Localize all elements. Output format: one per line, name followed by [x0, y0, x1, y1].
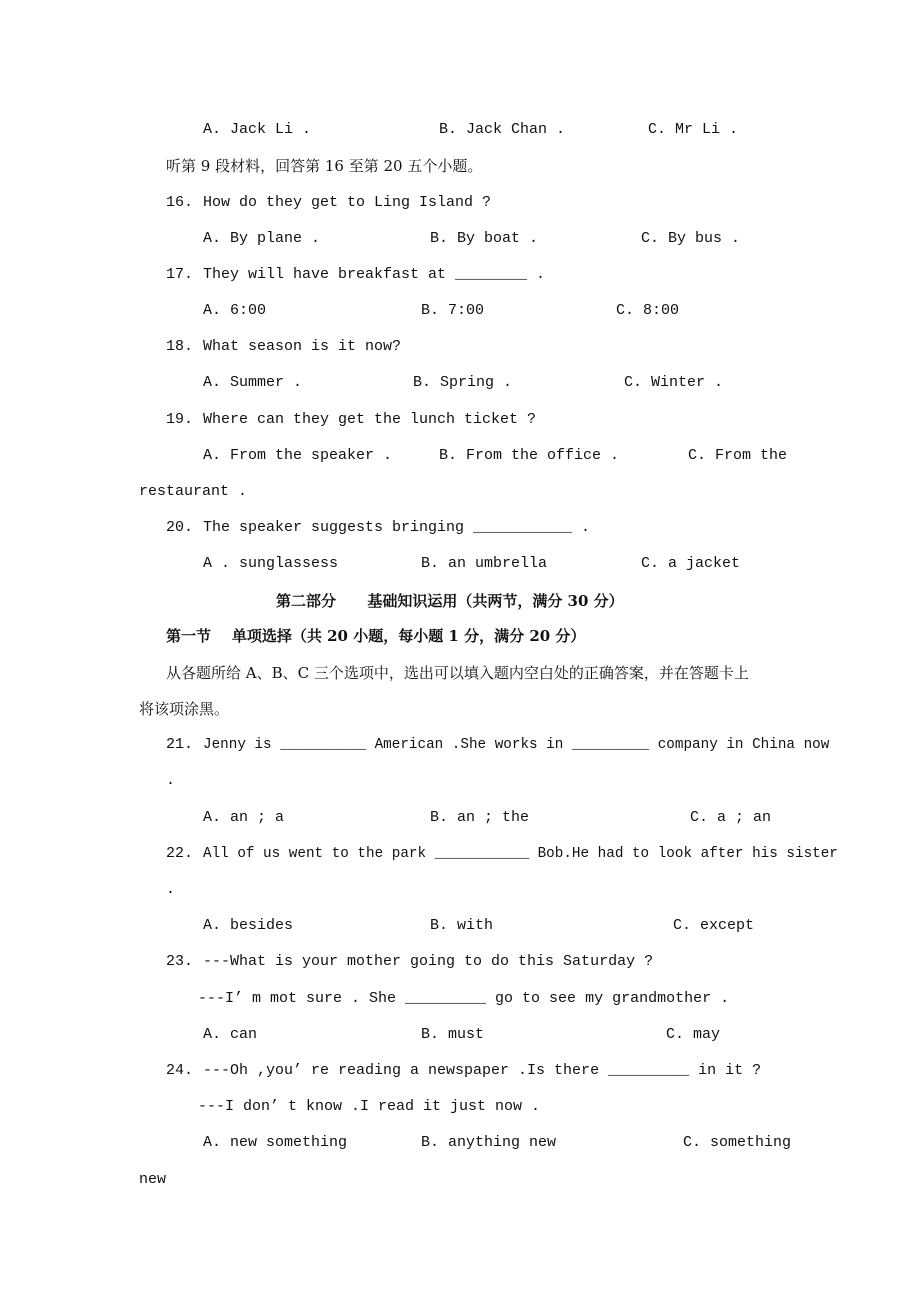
q17-number: 17. [166, 266, 194, 283]
q24-text-line-2: ---I don’ t know .I read it just now . [198, 1098, 541, 1115]
q19-option-b: B. From the office . [439, 447, 620, 464]
q23-text: ---What is your mother going to do this Saturday ? [203, 953, 654, 970]
instruction-line-2: 将该项涂黑。 [139, 700, 230, 718]
q19-option-a: A. From the speaker . [203, 447, 393, 464]
q22-option-c: C. except [673, 917, 755, 934]
q18-option-a: A. Summer . [203, 374, 303, 391]
q21-number: 21. [166, 736, 194, 753]
q20-number: 20. [166, 519, 194, 536]
instruction-line-1: 从各题所给 A、B、C 三个选项中，选出可以填入题内空白处的正确答案，并在答题卡上 [166, 664, 749, 682]
q19-option-c: C. From the [688, 447, 788, 464]
q21-option-b: B. an ; the [430, 809, 530, 826]
q18-text: What season is it now? [203, 338, 402, 355]
q21-option-a: A. an ; a [203, 809, 285, 826]
q21-option-c: C. a ; an [690, 809, 772, 826]
q16-number: 16. [166, 194, 194, 211]
q22-text: All of us went to the park ___________ Bob.He had to look after his sister [203, 846, 838, 862]
q24-option-c-continued: new [139, 1171, 167, 1188]
q22-option-b: B. with [430, 917, 494, 934]
q16-option-c: C. By bus . [641, 230, 741, 247]
section-one-title: 第一节 单项选择（共 20 小题，每小题 1 分，满分 20 分） [166, 627, 586, 645]
q23-number: 23. [166, 953, 194, 970]
q23-option-a: A. can [203, 1026, 258, 1043]
q20-option-a: A . sunglassess [203, 555, 339, 572]
q23-option-c: C. may [666, 1026, 721, 1043]
q18-number: 18. [166, 338, 194, 355]
q16-option-a: A. By plane . [203, 230, 321, 247]
q15-option-a: A. Jack Li . [203, 121, 312, 138]
q24-option-a: A. new something [203, 1134, 348, 1151]
listening-instruction: 听第 9 段材料，回答第 16 至第 20 五个小题。 [166, 157, 483, 175]
q15-option-b: B. Jack Chan . [439, 121, 566, 138]
q17-text: They will have breakfast at ________ . [203, 266, 546, 283]
q19-option-c-continued: restaurant . [139, 483, 248, 500]
part-two-title: 第二部分 基础知识运用（共两节，满分 30 分） [276, 592, 624, 610]
q22-option-a: A. besides [203, 917, 294, 934]
q24-number: 24. [166, 1062, 194, 1079]
q17-option-b: B. 7:00 [421, 302, 485, 319]
q16-text: How do they get to Ling Island ? [203, 194, 492, 211]
q23-option-b: B. must [421, 1026, 485, 1043]
q17-option-c: C. 8:00 [616, 302, 680, 319]
q19-number: 19. [166, 411, 194, 428]
q16-option-b: B. By boat . [430, 230, 539, 247]
q18-option-b: B. Spring . [413, 374, 513, 391]
q20-option-b: B. an umbrella [421, 555, 548, 572]
q24-option-b: B. anything new [421, 1134, 557, 1151]
q23-text-line-2: ---I’ m mot sure . She _________ go to see my grandmother . [198, 990, 730, 1007]
q18-option-c: C. Winter . [624, 374, 724, 391]
q20-text: The speaker suggests bringing ___________ . [203, 519, 591, 536]
q20-option-c: C. a jacket [641, 555, 741, 572]
q24-text: ---Oh ,you’ re reading a newspaper .Is there _________ in it ? [203, 1062, 762, 1079]
q21-text: Jenny is __________ American .She works in _________ company in China now [203, 737, 830, 753]
q22-number: 22. [166, 845, 194, 862]
q22-text-continued: . [166, 881, 176, 898]
q17-option-a: A. 6:00 [203, 302, 267, 319]
q21-text-continued: . [166, 772, 176, 789]
q19-text: Where can they get the lunch ticket ? [203, 411, 537, 428]
q24-option-c: C. something [683, 1134, 792, 1151]
q15-option-c: C. Mr Li . [648, 121, 739, 138]
